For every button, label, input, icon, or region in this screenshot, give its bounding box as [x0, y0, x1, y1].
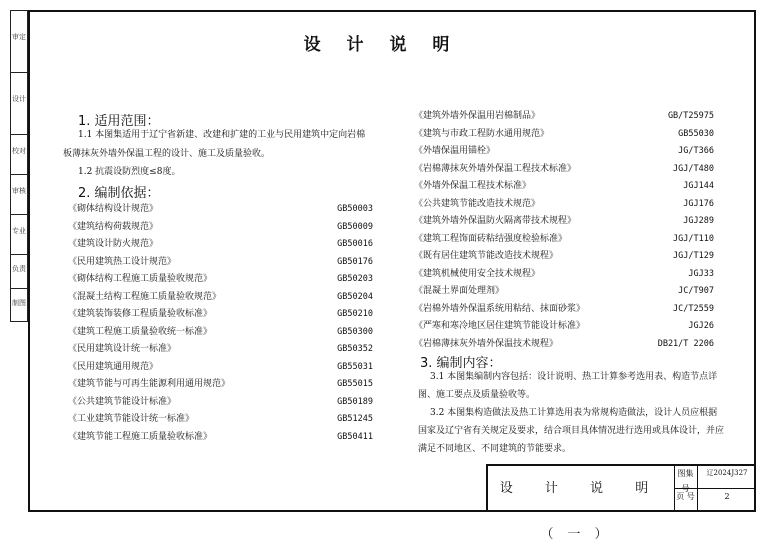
reference-code: GB50009 [337, 221, 373, 232]
reference-title: 《岩棉薄抹灰外墙外保温工程技术标准》 [414, 163, 577, 174]
reference-item [414, 247, 714, 265]
signoff-cell: 校对 [11, 135, 27, 175]
reference-code: JGJ26 [688, 321, 714, 331]
reference-code: GB55030 [678, 128, 714, 139]
section-3-heading: 3. 编制内容： [420, 356, 502, 371]
page-number-label: 页 号 [674, 489, 698, 512]
signoff-cell: 设计 [11, 73, 27, 135]
reference-code: JG/T366 [678, 146, 714, 156]
reference-title: 《岩棉外墙外保温系统用粘结、抹面砂浆》 [414, 303, 586, 314]
signoff-cell: 审核 [11, 175, 27, 215]
reference-code: DB21/T 2206 [657, 338, 714, 349]
reference-code: JGJ33 [688, 268, 714, 279]
reference-item [414, 317, 714, 335]
reference-title: 《建筑外墙外保温用岩棉制品》 [414, 111, 541, 121]
reference-code: JGJ144 [683, 181, 714, 191]
reference-title: 《混凝土界面处理剂》 [414, 286, 505, 296]
reference-title: 《砌体结构工程施工质量验收规范》 [68, 274, 213, 284]
atlas-number: 辽2024J327 [698, 466, 756, 489]
reference-code: GB/T25975 [667, 111, 714, 121]
reference-item [414, 195, 714, 213]
reference-item [68, 305, 373, 323]
reference-item [414, 142, 714, 160]
signoff-cell: 制图 [12, 299, 26, 307]
reference-title: 《工业建筑节能设计统一标准》 [68, 414, 195, 424]
reference-code: GB50411 [337, 431, 373, 442]
reference-code: JC/T907 [678, 286, 714, 296]
reference-title: 《建筑设计防火规范》 [68, 239, 159, 249]
reference-title: 《混凝土结构工程施工质量验收规范》 [68, 291, 222, 302]
section-3-para-1b: 图、施工要点及质量验收等。 [418, 390, 536, 400]
reference-item [414, 230, 714, 248]
reference-title: 《严寒和寒冷地区居住建筑节能设计标准》 [414, 321, 586, 331]
section-3-para-2b: 国家及辽宁省有关规定及要求，结合项目具体情况进行选用或具体设计，并应 [418, 426, 725, 436]
reference-title: 《公共建筑节能设计标准》 [68, 396, 177, 407]
reference-title: 《建筑与市政工程防水通用规范》 [414, 128, 550, 139]
reference-item [68, 375, 373, 393]
reference-title: 《建筑机械使用安全技术规程》 [414, 268, 541, 279]
reference-code: GB50300 [337, 326, 373, 337]
reference-code: GB55031 [337, 361, 373, 372]
reference-item [68, 323, 373, 341]
reference-title: 《民用建筑热工设计规范》 [68, 256, 177, 267]
reference-title: 《建筑节能工程施工质量验收标准》 [68, 431, 213, 442]
reference-code: JGJ/T480 [673, 163, 714, 174]
reference-title: 《建筑外墙外保温防火隔离带技术规程》 [414, 216, 577, 226]
reference-item [414, 335, 714, 353]
title-block [486, 464, 756, 542]
title-block-title: 设 计 说 明（一） [488, 466, 675, 512]
reference-code: GB50204 [337, 291, 373, 302]
reference-title: 《建筑工程施工质量验收统一标准》 [68, 326, 213, 337]
reference-item [68, 200, 373, 218]
reference-item [68, 410, 373, 428]
reference-code: GB50352 [337, 344, 373, 354]
signoff-cell: 审定 [11, 11, 27, 73]
reference-item [68, 288, 373, 306]
reference-title: 《建筑工程饰面砖粘结强度检验标准》 [414, 233, 568, 244]
reference-item [68, 393, 373, 411]
reference-item [68, 358, 373, 376]
reference-title: 《既有居住建筑节能改造技术规程》 [414, 251, 559, 261]
section-3-para-1a: 3.1 本图集编制内容包括：设计说明、热工计算参考选用表、构造节点详 [430, 372, 718, 382]
reference-title: 《民用建筑通用规范》 [68, 361, 159, 372]
section-1-para-2: 1.2 抗震设防烈度≤8度。 [78, 167, 181, 177]
section-3-para-2c: 满足不同地区、不同建筑的节能要求。 [418, 444, 572, 454]
reference-title: 《公共建筑节能改造技术规范》 [414, 198, 541, 209]
reference-item [414, 125, 714, 143]
reference-code: GB50176 [337, 256, 373, 267]
reference-title: 《建筑结构荷载规范》 [68, 221, 159, 232]
reference-code: JGJ289 [683, 216, 714, 226]
reference-title: 《砌体结构设计规范》 [68, 204, 159, 214]
section-1-heading: 1. 适用范围： [78, 114, 160, 129]
reference-title: 《民用建筑设计统一标准》 [68, 344, 177, 354]
section-3-para-2a: 3.2 本图集构造做法及热工计算选用表为常规构造做法，设计人员应根据 [430, 408, 718, 418]
reference-code: GB50016 [337, 239, 373, 249]
signoff-strip [10, 10, 28, 322]
reference-item [68, 253, 373, 271]
reference-item [414, 177, 714, 195]
reference-item [68, 235, 373, 253]
reference-code: GB50189 [337, 396, 373, 407]
reference-item [414, 160, 714, 178]
reference-code: JC/T2559 [673, 303, 714, 314]
reference-title: 《外墙外保温工程技术标准》 [414, 181, 532, 191]
reference-code: GB50003 [337, 204, 373, 214]
reference-item [68, 428, 373, 446]
reference-title: 《岩棉薄抹灰外墙外保温技术规程》 [414, 338, 559, 349]
reference-item [414, 107, 714, 125]
reference-item [414, 282, 714, 300]
reference-item [68, 270, 373, 288]
reference-title: 《外墙保温用锚栓》 [414, 146, 496, 156]
reference-code: GB50210 [337, 309, 373, 319]
reference-title: 《建筑装饰装修工程质量验收标准》 [68, 309, 213, 319]
signoff-cell: 负责 [11, 255, 27, 289]
reference-code: GB55015 [337, 379, 373, 389]
reference-item [414, 212, 714, 230]
reference-title: 《建筑节能与可再生能源利用通用规范》 [68, 379, 231, 389]
reference-code: JGJ/T110 [673, 233, 714, 244]
reference-item [414, 300, 714, 318]
signoff-cell: 专业 [11, 215, 27, 255]
section-1-para-1b: 板薄抹灰外墙外保温工程的设计、施工及质量验收。 [63, 149, 271, 159]
reference-code: GB51245 [337, 414, 373, 424]
reference-item [68, 218, 373, 236]
reference-item [414, 265, 714, 283]
reference-code: JGJ176 [683, 198, 714, 209]
page-number: 2 [724, 492, 730, 501]
section-1-para-1a: 1.1 本图集适用于辽宁省新建、改建和扩建的工业与民用建筑中定向岩棉 [78, 130, 366, 140]
atlas-number-label: 图集号 [674, 466, 698, 489]
reference-code: GB50203 [337, 274, 373, 284]
section-2-heading: 2. 编制依据： [78, 186, 160, 201]
reference-item [68, 340, 373, 358]
reference-code: JGJ/T129 [673, 251, 714, 261]
page-title: 设 计 说 明 [303, 35, 460, 55]
